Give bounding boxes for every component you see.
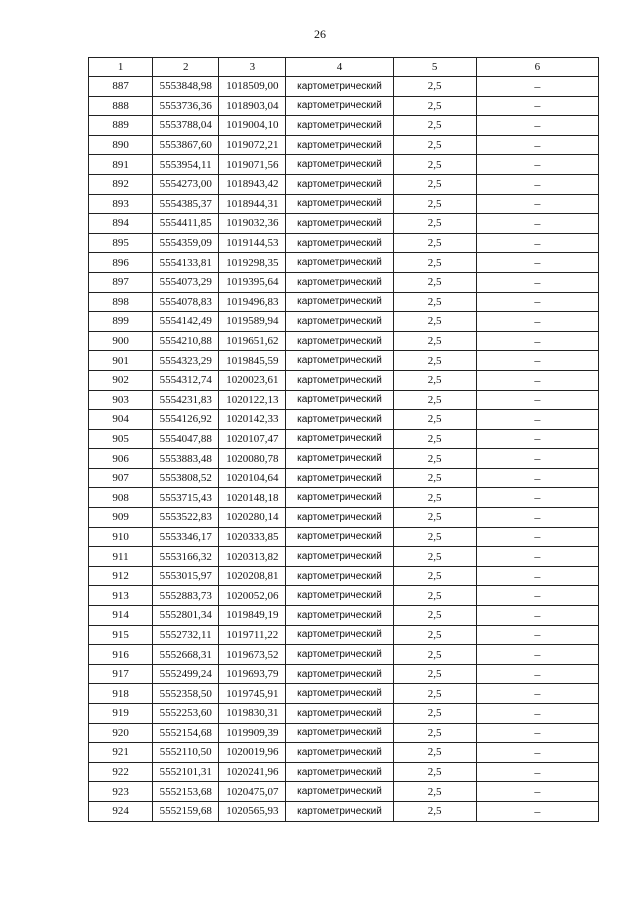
note-cell: – (476, 292, 598, 312)
point-number-cell: 915 (89, 625, 153, 645)
x-coordinate-cell: 5554142,49 (153, 312, 219, 332)
x-coordinate-cell: 5552110,50 (153, 743, 219, 763)
y-coordinate-cell: 1019032,36 (219, 214, 286, 234)
note-cell: – (476, 566, 598, 586)
accuracy-cell: 2,5 (393, 527, 476, 547)
method-cell: картометрический (286, 664, 393, 684)
note-cell: – (476, 762, 598, 782)
x-coordinate-cell: 5553346,17 (153, 527, 219, 547)
accuracy-cell: 2,5 (393, 449, 476, 469)
x-coordinate-cell: 5554210,88 (153, 331, 219, 351)
x-coordinate-cell: 5552159,68 (153, 801, 219, 821)
accuracy-cell: 2,5 (393, 174, 476, 194)
note-cell: – (476, 606, 598, 626)
accuracy-cell: 2,5 (393, 782, 476, 802)
table-row (89, 331, 599, 351)
accuracy-cell: 2,5 (393, 155, 476, 175)
x-coordinate-cell: 5554126,92 (153, 410, 219, 430)
accuracy-cell: 2,5 (393, 606, 476, 626)
x-coordinate-cell: 5552153,68 (153, 782, 219, 802)
y-coordinate-cell: 1019496,83 (219, 292, 286, 312)
accuracy-cell: 2,5 (393, 312, 476, 332)
note-cell: – (476, 351, 598, 371)
point-number-cell: 900 (89, 331, 153, 351)
x-coordinate-cell: 5554073,29 (153, 272, 219, 292)
point-number-cell: 887 (89, 77, 153, 97)
table-row (89, 174, 599, 194)
table-row (89, 801, 599, 821)
table-header (89, 58, 599, 77)
point-number-cell: 909 (89, 508, 153, 528)
accuracy-cell: 2,5 (393, 645, 476, 665)
note-cell: – (476, 664, 598, 684)
x-coordinate-cell: 5554312,74 (153, 370, 219, 390)
accuracy-cell: 2,5 (393, 331, 476, 351)
point-number-cell: 893 (89, 194, 153, 214)
accuracy-cell: 2,5 (393, 292, 476, 312)
point-number-cell: 913 (89, 586, 153, 606)
table-row (89, 155, 599, 175)
x-coordinate-cell: 5553015,97 (153, 566, 219, 586)
method-cell: картометрический (286, 684, 393, 704)
point-number-cell: 924 (89, 801, 153, 821)
table-row (89, 272, 599, 292)
y-coordinate-cell: 1019693,79 (219, 664, 286, 684)
x-coordinate-cell: 5553867,60 (153, 135, 219, 155)
point-number-cell: 889 (89, 116, 153, 136)
y-coordinate-cell: 1020241,96 (219, 762, 286, 782)
table-row (89, 233, 599, 253)
point-number-cell: 920 (89, 723, 153, 743)
accuracy-cell: 2,5 (393, 253, 476, 273)
accuracy-cell: 2,5 (393, 704, 476, 724)
y-coordinate-cell: 1019071,56 (219, 155, 286, 175)
method-cell: картометрический (286, 645, 393, 665)
x-coordinate-cell: 5553954,11 (153, 155, 219, 175)
table-row (89, 508, 599, 528)
point-number-cell: 892 (89, 174, 153, 194)
accuracy-cell: 2,5 (393, 351, 476, 371)
note-cell: – (476, 390, 598, 410)
table-row (89, 77, 599, 97)
table-row (89, 782, 599, 802)
table-row (89, 410, 599, 430)
note-cell: – (476, 214, 598, 234)
accuracy-cell: 2,5 (393, 684, 476, 704)
y-coordinate-cell: 1020475,07 (219, 782, 286, 802)
note-cell: – (476, 625, 598, 645)
method-cell: картометрический (286, 606, 393, 626)
y-coordinate-cell: 1020565,93 (219, 801, 286, 821)
method-cell: картометрический (286, 331, 393, 351)
y-coordinate-cell: 1020052,06 (219, 586, 286, 606)
column-header: 4 (286, 58, 393, 77)
table-body (89, 77, 599, 822)
x-coordinate-cell: 5553788,04 (153, 116, 219, 136)
y-coordinate-cell: 1020122,13 (219, 390, 286, 410)
point-number-cell: 905 (89, 429, 153, 449)
method-cell: картометрический (286, 762, 393, 782)
table-row (89, 370, 599, 390)
table-row (89, 116, 599, 136)
point-number-cell: 906 (89, 449, 153, 469)
accuracy-cell: 2,5 (393, 194, 476, 214)
point-number-cell: 888 (89, 96, 153, 116)
x-coordinate-cell: 5554359,09 (153, 233, 219, 253)
accuracy-cell: 2,5 (393, 135, 476, 155)
accuracy-cell: 2,5 (393, 116, 476, 136)
point-number-cell: 902 (89, 370, 153, 390)
note-cell: – (476, 743, 598, 763)
y-coordinate-cell: 1019745,91 (219, 684, 286, 704)
point-number-cell: 904 (89, 410, 153, 430)
coordinates-table (88, 57, 599, 822)
point-number-cell: 921 (89, 743, 153, 763)
accuracy-cell: 2,5 (393, 743, 476, 763)
header-row (89, 58, 599, 77)
method-cell: картометрический (286, 429, 393, 449)
point-number-cell: 890 (89, 135, 153, 155)
method-cell: картометрический (286, 527, 393, 547)
y-coordinate-cell: 1019395,64 (219, 272, 286, 292)
x-coordinate-cell: 5554273,00 (153, 174, 219, 194)
accuracy-cell: 2,5 (393, 429, 476, 449)
y-coordinate-cell: 1019072,21 (219, 135, 286, 155)
point-number-cell: 916 (89, 645, 153, 665)
y-coordinate-cell: 1019298,35 (219, 253, 286, 273)
table-row (89, 449, 599, 469)
table-row (89, 429, 599, 449)
note-cell: – (476, 331, 598, 351)
column-header: 5 (393, 58, 476, 77)
method-cell: картометрический (286, 292, 393, 312)
note-cell: – (476, 370, 598, 390)
method-cell: картометрический (286, 253, 393, 273)
table-row (89, 96, 599, 116)
note-cell: – (476, 194, 598, 214)
x-coordinate-cell: 5552101,31 (153, 762, 219, 782)
y-coordinate-cell: 1020104,64 (219, 468, 286, 488)
point-number-cell: 922 (89, 762, 153, 782)
point-number-cell: 914 (89, 606, 153, 626)
table-row (89, 664, 599, 684)
note-cell: – (476, 272, 598, 292)
y-coordinate-cell: 1018509,00 (219, 77, 286, 97)
table-row (89, 135, 599, 155)
point-number-cell: 911 (89, 547, 153, 567)
accuracy-cell: 2,5 (393, 233, 476, 253)
x-coordinate-cell: 5552253,60 (153, 704, 219, 724)
y-coordinate-cell: 1020023,61 (219, 370, 286, 390)
accuracy-cell: 2,5 (393, 488, 476, 508)
point-number-cell: 907 (89, 468, 153, 488)
method-cell: картометрический (286, 586, 393, 606)
x-coordinate-cell: 5554231,83 (153, 390, 219, 410)
column-header: 3 (219, 58, 286, 77)
table-row (89, 625, 599, 645)
note-cell: – (476, 233, 598, 253)
accuracy-cell: 2,5 (393, 77, 476, 97)
method-cell: картометрический (286, 566, 393, 586)
x-coordinate-cell: 5553522,83 (153, 508, 219, 528)
accuracy-cell: 2,5 (393, 762, 476, 782)
x-coordinate-cell: 5554047,88 (153, 429, 219, 449)
method-cell: картометрический (286, 782, 393, 802)
y-coordinate-cell: 1020019,96 (219, 743, 286, 763)
accuracy-cell: 2,5 (393, 370, 476, 390)
table-row (89, 586, 599, 606)
x-coordinate-cell: 5553736,36 (153, 96, 219, 116)
note-cell: – (476, 488, 598, 508)
x-coordinate-cell: 5552801,34 (153, 606, 219, 626)
accuracy-cell: 2,5 (393, 723, 476, 743)
accuracy-cell: 2,5 (393, 390, 476, 410)
x-coordinate-cell: 5554078,83 (153, 292, 219, 312)
note-cell: – (476, 645, 598, 665)
table-row (89, 704, 599, 724)
y-coordinate-cell: 1019004,10 (219, 116, 286, 136)
x-coordinate-cell: 5553166,32 (153, 547, 219, 567)
y-coordinate-cell: 1020313,82 (219, 547, 286, 567)
x-coordinate-cell: 5553848,98 (153, 77, 219, 97)
y-coordinate-cell: 1019144,53 (219, 233, 286, 253)
method-cell: картометрический (286, 390, 393, 410)
method-cell: картометрический (286, 449, 393, 469)
method-cell: картометрический (286, 351, 393, 371)
table-row (89, 214, 599, 234)
point-number-cell: 895 (89, 233, 153, 253)
y-coordinate-cell: 1020148,18 (219, 488, 286, 508)
table-row (89, 312, 599, 332)
y-coordinate-cell: 1019711,22 (219, 625, 286, 645)
method-cell: картометрический (286, 468, 393, 488)
y-coordinate-cell: 1018903,04 (219, 96, 286, 116)
method-cell: картометрический (286, 155, 393, 175)
x-coordinate-cell: 5552499,24 (153, 664, 219, 684)
method-cell: картометрический (286, 272, 393, 292)
point-number-cell: 908 (89, 488, 153, 508)
x-coordinate-cell: 5552668,31 (153, 645, 219, 665)
note-cell: – (476, 253, 598, 273)
table-row (89, 390, 599, 410)
table-row (89, 743, 599, 763)
column-header: 2 (153, 58, 219, 77)
column-header: 1 (89, 58, 153, 77)
note-cell: – (476, 468, 598, 488)
y-coordinate-cell: 1019830,31 (219, 704, 286, 724)
accuracy-cell: 2,5 (393, 547, 476, 567)
note-cell: – (476, 586, 598, 606)
x-coordinate-cell: 5552154,68 (153, 723, 219, 743)
point-number-cell: 917 (89, 664, 153, 684)
method-cell: картометрический (286, 801, 393, 821)
method-cell: картометрический (286, 723, 393, 743)
y-coordinate-cell: 1018944,31 (219, 194, 286, 214)
method-cell: картометрический (286, 116, 393, 136)
note-cell: – (476, 704, 598, 724)
x-coordinate-cell: 5554323,29 (153, 351, 219, 371)
accuracy-cell: 2,5 (393, 664, 476, 684)
x-coordinate-cell: 5552732,11 (153, 625, 219, 645)
note-cell: – (476, 77, 598, 97)
point-number-cell: 923 (89, 782, 153, 802)
point-number-cell: 912 (89, 566, 153, 586)
table-row (89, 292, 599, 312)
point-number-cell: 898 (89, 292, 153, 312)
note-cell: – (476, 547, 598, 567)
accuracy-cell: 2,5 (393, 468, 476, 488)
accuracy-cell: 2,5 (393, 508, 476, 528)
point-number-cell: 903 (89, 390, 153, 410)
method-cell: картометрический (286, 370, 393, 390)
accuracy-cell: 2,5 (393, 214, 476, 234)
note-cell: – (476, 508, 598, 528)
x-coordinate-cell: 5552883,73 (153, 586, 219, 606)
note-cell: – (476, 410, 598, 430)
y-coordinate-cell: 1019845,59 (219, 351, 286, 371)
table-row (89, 351, 599, 371)
table-row (89, 723, 599, 743)
note-cell: – (476, 174, 598, 194)
y-coordinate-cell: 1019651,62 (219, 331, 286, 351)
table-row (89, 684, 599, 704)
x-coordinate-cell: 5553715,43 (153, 488, 219, 508)
column-header: 6 (476, 58, 598, 77)
method-cell: картометрический (286, 704, 393, 724)
x-coordinate-cell: 5553883,48 (153, 449, 219, 469)
method-cell: картометрический (286, 743, 393, 763)
method-cell: картометрический (286, 135, 393, 155)
method-cell: картометрический (286, 174, 393, 194)
point-number-cell: 899 (89, 312, 153, 332)
x-coordinate-cell: 5553808,52 (153, 468, 219, 488)
y-coordinate-cell: 1020280,14 (219, 508, 286, 528)
accuracy-cell: 2,5 (393, 801, 476, 821)
note-cell: – (476, 449, 598, 469)
note-cell: – (476, 312, 598, 332)
note-cell: – (476, 527, 598, 547)
x-coordinate-cell: 5554411,85 (153, 214, 219, 234)
x-coordinate-cell: 5554385,37 (153, 194, 219, 214)
method-cell: картометрический (286, 488, 393, 508)
accuracy-cell: 2,5 (393, 410, 476, 430)
table-row (89, 762, 599, 782)
point-number-cell: 896 (89, 253, 153, 273)
point-number-cell: 919 (89, 704, 153, 724)
table-row (89, 645, 599, 665)
accuracy-cell: 2,5 (393, 272, 476, 292)
table-row (89, 606, 599, 626)
note-cell: – (476, 684, 598, 704)
point-number-cell: 918 (89, 684, 153, 704)
y-coordinate-cell: 1019589,94 (219, 312, 286, 332)
note-cell: – (476, 96, 598, 116)
method-cell: картометрический (286, 96, 393, 116)
method-cell: картометрический (286, 214, 393, 234)
note-cell: – (476, 429, 598, 449)
note-cell: – (476, 782, 598, 802)
table-row (89, 547, 599, 567)
point-number-cell: 891 (89, 155, 153, 175)
method-cell: картометрический (286, 77, 393, 97)
note-cell: – (476, 155, 598, 175)
method-cell: картометрический (286, 233, 393, 253)
y-coordinate-cell: 1020080,78 (219, 449, 286, 469)
method-cell: картометрический (286, 312, 393, 332)
method-cell: картометрический (286, 410, 393, 430)
accuracy-cell: 2,5 (393, 586, 476, 606)
method-cell: картометрический (286, 547, 393, 567)
note-cell: – (476, 135, 598, 155)
point-number-cell: 894 (89, 214, 153, 234)
y-coordinate-cell: 1019909,39 (219, 723, 286, 743)
accuracy-cell: 2,5 (393, 625, 476, 645)
accuracy-cell: 2,5 (393, 566, 476, 586)
point-number-cell: 897 (89, 272, 153, 292)
x-coordinate-cell: 5554133,81 (153, 253, 219, 273)
note-cell: – (476, 801, 598, 821)
table-row (89, 194, 599, 214)
y-coordinate-cell: 1018943,42 (219, 174, 286, 194)
x-coordinate-cell: 5552358,50 (153, 684, 219, 704)
y-coordinate-cell: 1019673,52 (219, 645, 286, 665)
method-cell: картометрический (286, 625, 393, 645)
page-number: 26 (314, 27, 326, 41)
table-row (89, 468, 599, 488)
y-coordinate-cell: 1020142,33 (219, 410, 286, 430)
y-coordinate-cell: 1020107,47 (219, 429, 286, 449)
point-number-cell: 901 (89, 351, 153, 371)
accuracy-cell: 2,5 (393, 96, 476, 116)
table-row (89, 527, 599, 547)
method-cell: картометрический (286, 194, 393, 214)
point-number-cell: 910 (89, 527, 153, 547)
table-row (89, 566, 599, 586)
y-coordinate-cell: 1019849,19 (219, 606, 286, 626)
y-coordinate-cell: 1020333,85 (219, 527, 286, 547)
note-cell: – (476, 723, 598, 743)
table-row (89, 488, 599, 508)
table-row (89, 253, 599, 273)
method-cell: картометрический (286, 508, 393, 528)
note-cell: – (476, 116, 598, 136)
y-coordinate-cell: 1020208,81 (219, 566, 286, 586)
